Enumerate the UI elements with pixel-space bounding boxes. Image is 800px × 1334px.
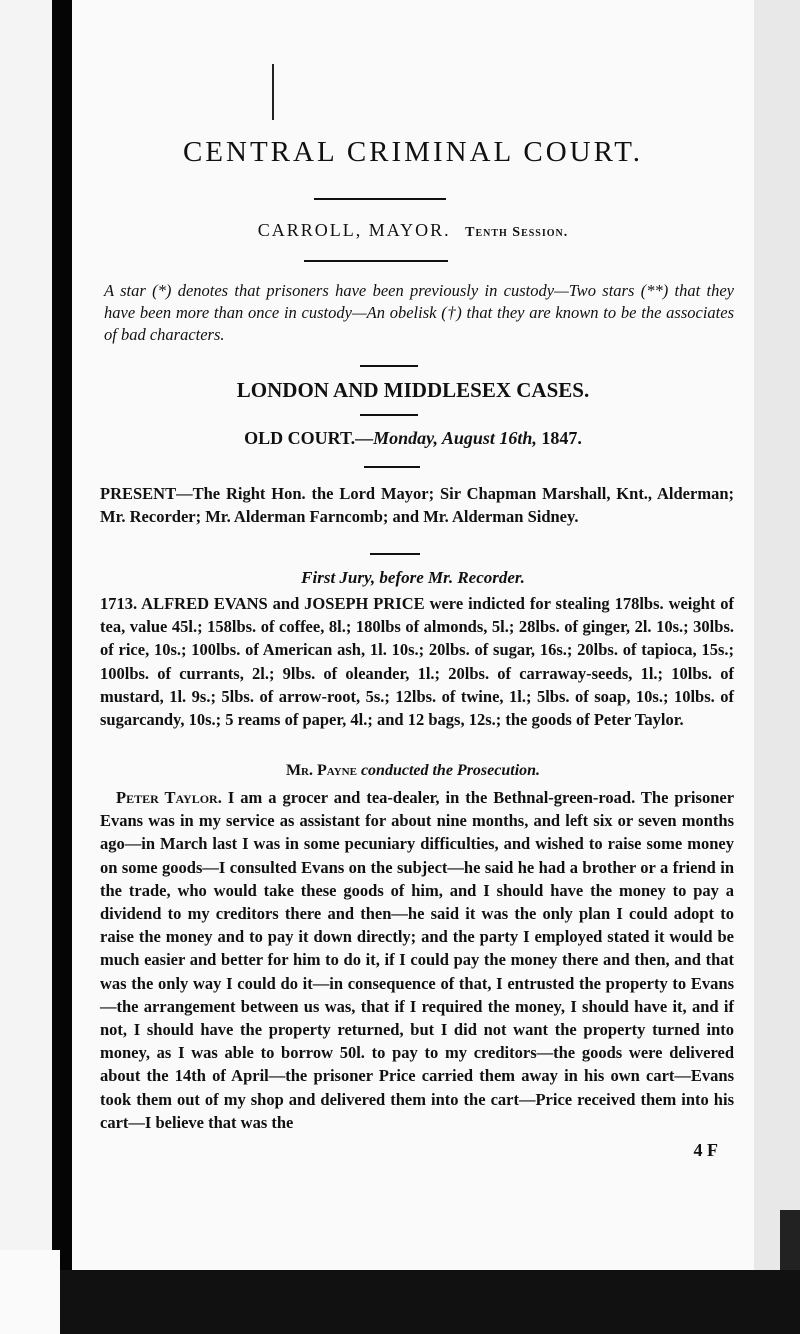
- section-heading: LONDON AND MIDDLESEX CASES.: [236, 378, 590, 402]
- testimony-text: I am a grocer and tea-dealer, in the Bethnal-green-road. The prisoner Evans was in my service as assistant for about nine months, and left six or seven months ago—in March last I was in some pecuniary difficulties, and wished to raise some money on some goods—I consulted Evans on the subject—he said he had a brother or a friend in the trade, who would take these goods of him, and I should have the money to pay a dividend to my creditors there and then—he said it was the only plan I could adopt to raise the money and to pay it down directly; and the party I employed stated it would be much easier and better for him to do it, if I could pay the money there and then, and that was the only way I could do it—in consequence of that, I entrusted the property to Evans—the arrangement between us was, that if I required the money, I should have it, and if not, I should have the property returned, but I did not want the property turned into money, as I was able to borrow 50l. to pay to my creditors—the goods were delivered about the 14th of April—the prisoner Price carried them away in his own cart—Evans took them out of my shop and delivered them into the cart—Price received them into his cart—I believe that was the: [100, 788, 735, 1132]
- prosecution-line: [72, 762, 754, 780]
- testimony-paragraph: [100, 786, 734, 1134]
- divider-rule: [314, 198, 446, 200]
- court-heading: [72, 428, 754, 449]
- divider-rule: [360, 365, 418, 367]
- divider-rule: [360, 414, 418, 416]
- facing-page-corner: [0, 1250, 60, 1334]
- divider-rule: [364, 466, 420, 468]
- case-paragraph: 1713. ALFRED EVANS and JOSEPH PRICE were indicted for stealing 178lbs. weight of tea, value 45l.; 158lbs. of coffee, 8l.; 180lbs of almonds, 5l.; 28lbs. of ginger, 2l. 10s.; 30lbs. of rice, 10s.; 100lbs. of American ash, 1l. 10s.; 20lbs. of sugar, 16s.; 20lbs. of tapioca, 15s.; 100lbs. of currants, 2l.; 9lbs. of oleander, 1l.; 20lbs. of carraway-seeds, 1l.; 10lbs. of mustard, 1l. 9s.; 5lbs. of arrow-root, 5s.; 12lbs. of twine, 1l.; 5lbs. of soap, 10s.; 10lbs. of sugarcandy, 10s.; 5 reams of paper, 4l.; and 12 bags, 12s.; the goods of Peter Taylor.: [100, 594, 734, 730]
- court-name: OLD COURT.—: [244, 428, 374, 448]
- divider-rule: [304, 260, 448, 262]
- court-year: 1847.: [536, 428, 582, 448]
- court-date: Monday, August 16th,: [373, 428, 537, 448]
- prosecution-text: conducted the Prosecution.: [356, 762, 541, 779]
- mayor-label: CARROLL, MAYOR.: [257, 220, 451, 240]
- present-paragraph: PRESENT—The Right Hon. the Lord Mayor; Sir Chapman Marshall, Knt., Alderman; Mr. Recorder; Mr. Alderman Farncomb; and Mr. Alderman Sidney.: [100, 484, 734, 526]
- jury-heading: First Jury, before Mr. Recorder.: [301, 568, 525, 587]
- custody-notice: A star (*) denotes that prisoners have been previously in custody—Two stars (**) that they have been more than once in custody—An obelisk (†) that they are known to be the associates of bad characters.: [104, 281, 734, 344]
- signature-mark: 4 F: [693, 1140, 718, 1160]
- witness-name: Peter Taylor.: [116, 788, 222, 807]
- session-label: Tenth Session.: [465, 225, 569, 240]
- page-title: CENTRAL CRIMINAL COURT.: [182, 136, 644, 168]
- page-crease: [272, 64, 274, 120]
- divider-rule: [370, 553, 420, 555]
- counsel-name: Mr. Payne: [285, 762, 357, 779]
- document-page: [72, 0, 754, 1284]
- session-heading: [72, 220, 754, 241]
- next-page-edge: [752, 0, 800, 1334]
